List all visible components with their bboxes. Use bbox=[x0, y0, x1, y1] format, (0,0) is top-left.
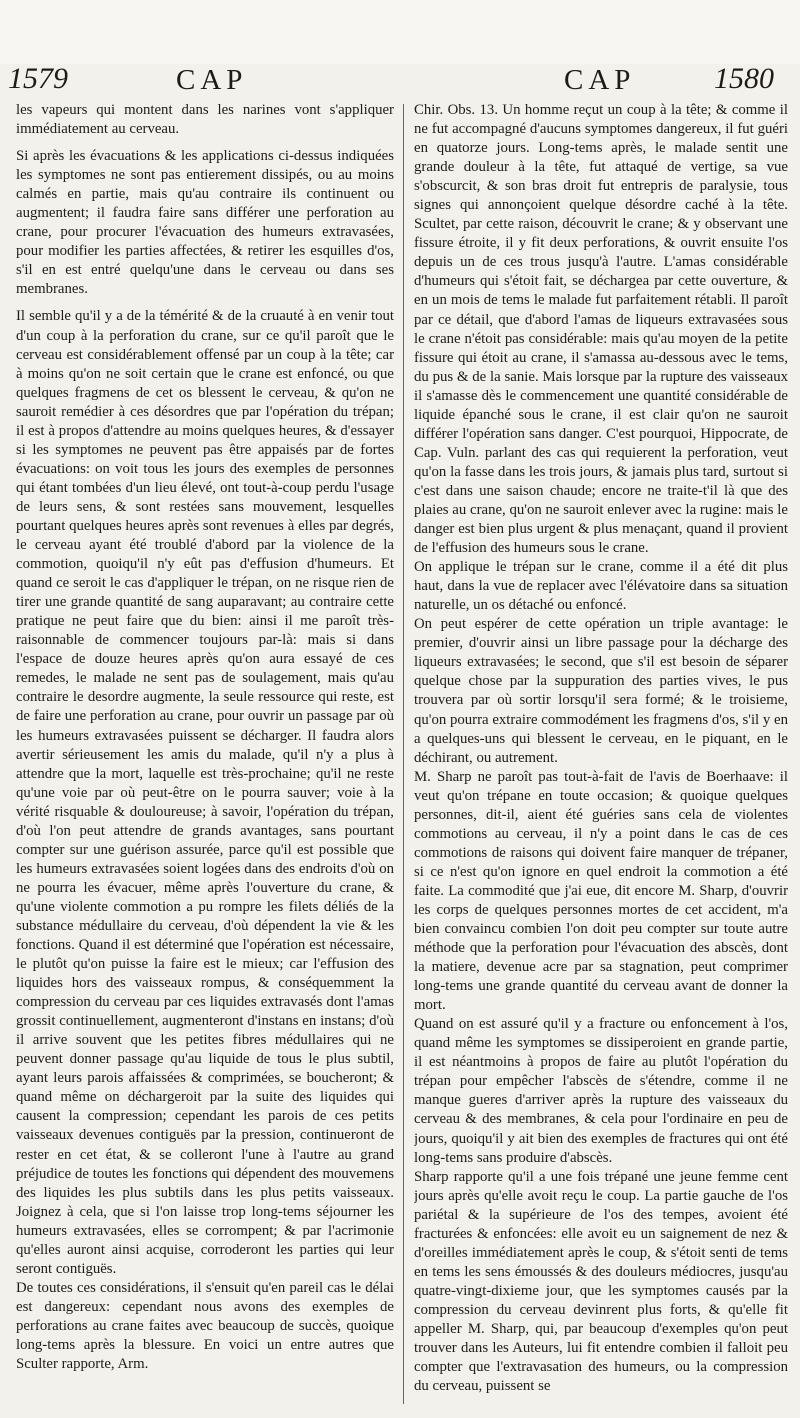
left-paragraph-2: Si après les évacuations & les applications ci-dessus indiquées les symptomes ne sont pas entierement dissipés, ou au moins calmés en partie, mais qu'au contraire ils continuent ou augmentent; il faudra faire sans différer une perforation au crane, pour procurer l'évacuation des humeurs extravasées, pour modifier les parties affectées, & retirer les esquilles d'os, s'il en est entré quelqu'une dans le cerveau ou dans ses membranes. bbox=[16, 148, 394, 298]
right-paragraph-5: Quand on est assuré qu'il y a fracture ou enfoncement à l'os, quand même les symptomes se dissiperoient en grande partie, il est néantmoins à propos de faire au plutôt l'opération du trépan pour empêcher l'abscès de s'étendre, comme il ne manque gueres d'arriver après la rupture des vaisseaux du cerveau & des membranes, & cela pour l'ordinaire en peu de jours, quoiqu'il y ait bien des exemples de fractures qui ont été long-tems sans produire d'abscès. bbox=[414, 1016, 788, 1166]
right-paragraph-4: M. Sharp ne paroît pas tout-à-fait de l'avis de Boerhaave: il veut qu'on trépane en toute occasion; & quoique quelques personnes, dit-il, aient été guéries sans cela de violentes commotions au cerveau, il n'y a point dans le cas de ces commotions de raisons qui doivent faire manquer de trépaner, si ce n'est qu'on ignore en quel endroit la commotion a été faite. La commodité que j'ai eue, dit encore M. Sharp, d'ouvrir les corps de quelques personnes mortes de cet accident, m'a bien convaincu combien l'on doit peu compter sur toute autre méthode que la perforation pour l'évacuation des abscès, dont la matiere, devenue acre par sa stagnation, peut comprimer long-tems une grande quantité du cerveau avant de donner la mort. bbox=[414, 768, 788, 1014]
left-paragraph-4: De toutes ces considérations, il s'ensuit qu'en pareil cas le délai est dangereux: cependant nous avons des exemples de perforations au crane faites avec beaucoup de succès, quoique long-tems après la blessure. En voici un entre autres que Sculter rapporte, Arm. bbox=[16, 1279, 394, 1373]
left-column bbox=[16, 101, 394, 1411]
left-running-head: CAP bbox=[176, 64, 248, 96]
right-column bbox=[414, 101, 788, 1411]
page-top-margin bbox=[0, 0, 800, 64]
left-paragraph-3: Il semble qu'il y a de la témérité & de la cruauté à en venir tout d'un coup à la perforation du crane, sur ce qu'il paroît que le cerveau est considérablement offensé par un coup à la tête; car à moins qu'on ne soit certain que le crane est enfoncé, ou que quelques fragmens de cet os blessent le cerveau, & qu'on ne sauroit remédier à ces désordres que par l'opération du trépan; il est à propos d'attendre au moins quelques heures, & d'essayer si les symptomes ne peuvent pas être appaisés par de fortes évacuations: on voit tous les jours des exemples de personnes qui étant tombées d'un lieu élevé, ont tout-à-coup perdu l'usage de leurs sens, & sont restées sans mouvement, lesquelles pourtant quelques heures après sont revenues à elles par degrés, le cerveau ayant été troublé d'abord par la violence de la commotion, quoiqu'il n'y eût pas d'effusion d'humeurs. Et quand ce seroit le cas d'appliquer le trépan, on ne risque rien de tirer une grande quantité de sang auparavant; au contraire cette pratique ne peut faire que du bien: ainsi il me paroît très-raisonnable de commencer toujours par-là: mais si dans l'espace de douze heures après qu'on aura essayé de ces remedes, le malade ne sent pas de soulagement, mais qu'au contraire le desordre augmente, la seule ressource qui reste, est de faire une perforation au crane, pour ouvrir un passage par où les humeurs extravasées puissent se décharger. Il faudra alors avertir sérieusement les amis du malade, qu'il n'y a plus à attendre que la mort, laquelle est très-prochaine; qu'il ne reste qu'une voie par où peut-être on le pourra sauver; voie à la vérité risquable & douloureuse; à savoir, l'opération du trépan, d'où l'on peut attendre de grands avantages, sans pourtant compter sur une guérison assurée, parce qu'il est possible que les humeurs extravasées soient logées dans des endroits d'où on ne pourra les évacuer, même après l'ouverture du crane, & qu'une violente commotion a pu rompre les filets déliés de la substance médullaire du cerveau, d'où dépendent la vie & les fonctions. Quand il est déterminé que l'opération est nécessaire, le plutôt qu'on puisse la faire est le mieux; car l'effusion des liquides hors des vaisseaux rompus, & conséquemment la compression du cerveau par ces liquides extravasés dont l'amas grossit continuellement, augmenteront d'instans en instans; d'où il arrive souvent que les petites fibres médullaires qui ne peuvent donner passage qu'au liquide de tous le plus subtil, ayant leurs parois affaissées & comprimées, se boucheront; & quand même on déchargeroit par la suite des liquides qui causent la compression; cependant les parois de ces petits vaisseaux devenues contiguës par la pression, continueront de rester en cet état, & se colleront l'une à l'autre au grand préjudice de toutes les fonctions qui dépendent des mouvemens des liquides les plus subtils dans les plus petits vaisseaux. Joignez à cela, que si l'on laisse trop long-tems séjourner les humeurs extravasées, elles se corrompent; & par l'acrimonie qu'elles auront ainsi acquise, corroderont les parties qui leur seront contiguës. bbox=[16, 308, 394, 1277]
right-running-head: CAP bbox=[564, 64, 636, 96]
right-paragraph-6: Sharp rapporte qu'il a une fois trépané une jeune femme cent jours après qu'elle avoit reçu le coup. La partie gauche de l'os pariétal & la supérieure de l'os des tempes, avoient été fracturées & enfoncées: elle avoit eu un saignement de nez & d'oreilles immédiatement après le coup, & s'étoit senti de tems en tems les sens émoussés & des douleurs médiocres, jusqu'au quatre-vingt-dixieme jour, que les symptomes causés par la compression du cerveau devinrent plus forts, & qu'elle fit appeller M. Sharp, qui, par beaucoup d'exemples qu'on peut trouver dans les Auteurs, lui fit entendre combien il falloit peu compter que l'extravasation des humeurs, ou la compression du cerveau, puissent se bbox=[414, 1168, 788, 1395]
right-paragraph-3: On peut espérer de cette opération un triple avantage: le premier, d'ouvrir ainsi un libre passage pour la décharge des liqueurs extravasées; le second, que s'il est besoin de séparer quelque chose par la suppuration des parties vives, le pus trouvera par où sortir lorsqu'il sera formé; & le troisieme, qu'on pourra extraire commodément les fragmens d'os, s'il y en a quelques-uns qui blessent le cerveau, en le piquant, en le déchirant, ou autrement. bbox=[414, 616, 788, 766]
left-paragraph-1: les vapeurs qui montent dans les narines vont s'appliquer immédiatement au cerveau. bbox=[16, 102, 394, 138]
right-paragraph-1: Chir. Obs. 13. Un homme reçut un coup à la tête; & comme il ne fut accompagné d'aucuns symptomes dangereux, il fut guéri en quatorze jours. Long-tems après, le malade sentit une grande douleur à la tête, fut attaqué de vertige, sa vue s'obscurcit, & son bras droit fut entrepris de paralysie, tous signes qui annonçoient quelque désordre caché à la tête. Scultet, par cette raison, découvrit le crane; & y observant une fissure étroite, il y fit deux perforations, & ouvrit ensuite l'os depuis un de ces trous jusqu'à l'autre. L'amas considérable d'humeurs qui s'étoit fait, se déchargea par cette ouverture, & en un mois de tems le malade fut parfaitement rétabli. Il paroît par ce détail, que d'abord l'amas de liqueurs extravasées sous le crane n'étoit pas considérable: mais qu'au moyen de la petite fissure qui étoit au crane, il s'amassa au-dessous avec le tems, du pus & de la sanie. Mais lorsque par la rupture des vaisseaux il s'amasse dès le commencement une quantité considérable de liquide épanché sous le crane, il est clair qu'on ne sauroit différer l'opération sans danger. C'est pourquoi, Hippocrate, de Cap. Vuln. parlant des cas qui requierent la perforation, veut qu'on la fasse dans les trois jours, & jamais plus tard, surtout si c'est dans une saison chaude; encore ne traite-t'il là que des plaies au crane, qu'on ne sauroit enlever avec la rugine: mais le danger est bien plus urgent & plus menaçant, quand il provient de l'effusion des humeurs sous le crane. bbox=[414, 102, 788, 557]
right-page-number: 1580 bbox=[714, 62, 774, 95]
right-paragraph-2: On applique le trépan sur le crane, comme il a été dit plus haut, dans la vue de replacer avec l'élévatoire dans sa situation naturelle, un os détaché ou enfoncé. bbox=[414, 559, 788, 614]
column-divider bbox=[403, 104, 404, 1404]
left-page-number: 1579 bbox=[8, 62, 68, 95]
page-header bbox=[0, 62, 800, 102]
